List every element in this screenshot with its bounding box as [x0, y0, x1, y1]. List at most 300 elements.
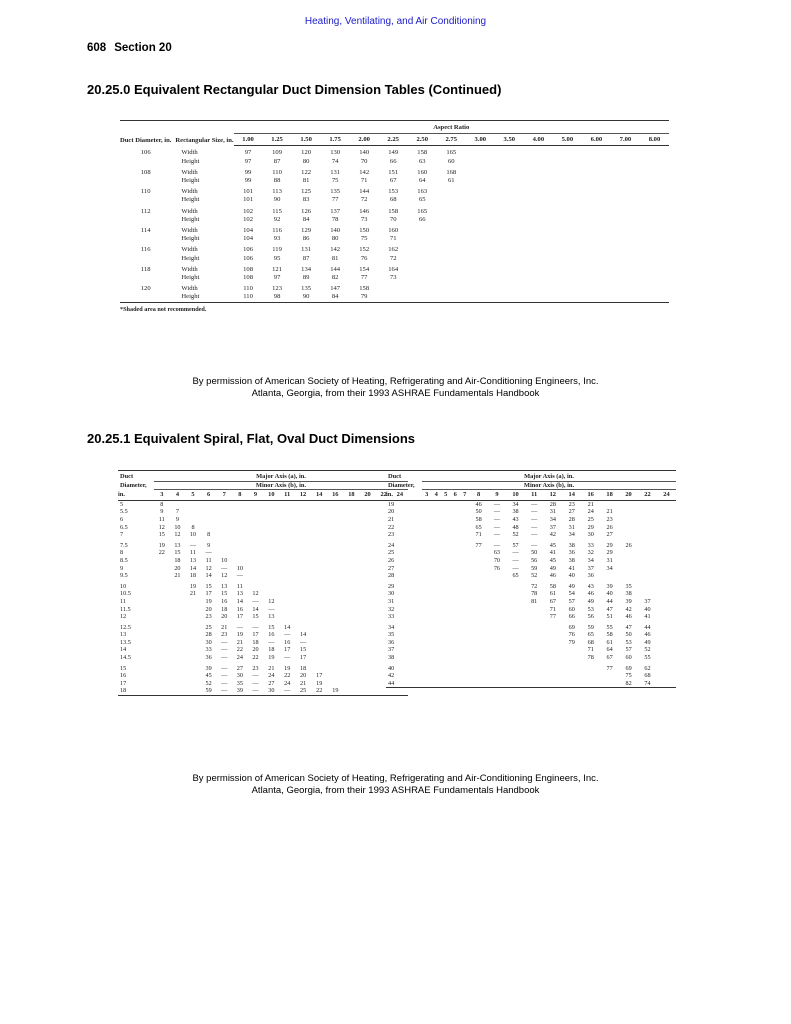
major-axis-cell — [619, 516, 638, 524]
major-axis-cell — [638, 557, 657, 565]
major-axis-cell — [170, 687, 186, 695]
major-axis-cell: — — [268, 605, 275, 613]
duct-diameter-cell — [120, 158, 171, 166]
table-row — [386, 500, 676, 508]
height-cell — [553, 216, 582, 224]
major-axis-cell — [469, 631, 487, 639]
table-row — [386, 531, 676, 539]
major-axis-cell: 15 — [205, 582, 212, 590]
height-cell — [611, 255, 640, 263]
height-cell: 92 — [273, 215, 281, 223]
major-axis-cell: 42 — [549, 531, 556, 539]
major-axis-cell — [657, 624, 676, 632]
height-cell: 66 — [389, 157, 397, 165]
aspect-ratio-col: 7.00 — [611, 134, 640, 146]
major-axis-cell — [311, 524, 327, 532]
table-row — [118, 500, 408, 508]
major-axis-cell — [450, 565, 459, 573]
major-axis-cell: 56 — [587, 613, 594, 621]
height-cell — [524, 216, 553, 224]
major-axis-cell: 25 — [205, 623, 212, 631]
major-axis-cell — [488, 665, 506, 673]
major-axis-cell: 50 — [475, 508, 482, 516]
width-cell — [466, 224, 495, 235]
major-axis-cell: 18 — [299, 664, 307, 672]
width-cell: 109 — [272, 149, 283, 157]
width-cell: 165 — [446, 149, 457, 157]
major-axis-cell — [279, 590, 295, 598]
major-axis-cell: 50 — [531, 549, 538, 557]
width-cell — [408, 263, 437, 274]
major-axis-cell: 42 — [625, 605, 632, 613]
major-axis-cell — [469, 613, 487, 621]
duct-diameter-cell: 25 — [388, 549, 395, 557]
width-cell — [582, 166, 611, 177]
major-axis-cell — [657, 531, 676, 539]
major-axis-cell: 68 — [587, 638, 594, 646]
major-axis-cell: — — [252, 687, 259, 695]
major-axis-cell — [469, 598, 487, 606]
minor-axis-col: 20 — [619, 490, 638, 501]
major-axis-cell — [657, 572, 676, 580]
major-axis-cell — [360, 631, 376, 639]
major-axis-cell: 30 — [205, 638, 212, 646]
major-axis-cell — [431, 665, 440, 673]
height-cell — [379, 293, 408, 302]
table-row — [120, 158, 669, 166]
major-axis-cell — [543, 624, 562, 632]
height-cell: 75 — [331, 177, 339, 185]
minor-axis-header: Minor Axis (b), in. — [422, 481, 676, 490]
major-axis-cell: 65 — [475, 523, 482, 531]
major-axis-cell: 58 — [606, 631, 613, 639]
height-cell — [466, 177, 495, 185]
major-axis-cell: 24 — [236, 654, 243, 662]
major-axis-cell — [450, 606, 459, 614]
major-axis-cell — [488, 672, 506, 680]
major-axis-cell: 65 — [587, 631, 594, 639]
width-cell: 99 — [244, 168, 252, 176]
table-row — [120, 205, 669, 216]
major-axis-cell — [360, 598, 376, 606]
major-axis-cell: 79 — [568, 638, 575, 646]
major-axis-cell: — — [221, 687, 228, 695]
duct-diameter-cell: 12 — [120, 613, 127, 621]
major-axis-cell — [263, 557, 279, 565]
height-label: Height — [181, 215, 200, 223]
major-axis-cell — [327, 639, 343, 647]
major-axis-cell — [450, 572, 459, 580]
major-axis-cell: 45 — [549, 541, 556, 549]
height-cell — [553, 177, 582, 185]
table2-title: 20.25.1 Equivalent Spiral, Flat, Oval Duct Dimensions — [87, 431, 415, 446]
table-row — [386, 524, 676, 532]
major-axis-cell: 53 — [587, 605, 594, 613]
major-axis-cell — [327, 606, 343, 614]
major-axis-cell: 43 — [587, 582, 594, 590]
major-axis-cell: — — [493, 508, 500, 516]
major-axis-header: Major Axis (a), in. — [154, 473, 408, 481]
major-axis-cell — [460, 646, 469, 654]
major-axis-cell: 47 — [625, 623, 632, 631]
minor-axis-col: 8 — [469, 490, 487, 501]
height-cell — [640, 158, 669, 166]
major-axis-cell — [154, 590, 170, 598]
width-cell: 134 — [301, 265, 312, 273]
major-axis-cell — [506, 680, 525, 688]
major-axis-cell: — — [493, 531, 500, 539]
height-cell — [437, 293, 466, 302]
oval-duct-grid-left — [118, 470, 408, 698]
width-cell: 150 — [359, 227, 370, 235]
major-axis-cell: 9 — [207, 541, 211, 549]
major-axis-cell — [638, 565, 657, 573]
aspect-ratio-col: 2.50 — [408, 134, 437, 146]
height-cell: 74 — [331, 157, 339, 165]
major-axis-cell — [295, 500, 311, 508]
width-cell — [495, 282, 524, 293]
major-axis-cell — [657, 542, 676, 550]
height-cell: 97 — [273, 274, 281, 282]
duct-diameter-cell: 44 — [388, 679, 395, 687]
major-axis-cell — [657, 516, 676, 524]
major-axis-cell: 17 — [316, 672, 323, 680]
duct-diameter-cell: 116 — [140, 246, 151, 254]
major-axis-cell — [450, 624, 459, 632]
width-cell — [408, 224, 437, 235]
width-cell — [466, 166, 495, 177]
major-axis-cell — [450, 672, 459, 680]
major-axis-cell — [450, 639, 459, 647]
duct-diameter-cell: 8.5 — [120, 556, 128, 564]
width-cell: 131 — [330, 168, 341, 176]
height-cell: 71 — [360, 177, 368, 185]
height-cell — [640, 196, 669, 204]
major-axis-cell — [360, 687, 376, 695]
major-axis-cell: 62 — [644, 664, 651, 672]
major-axis-cell — [327, 500, 343, 508]
major-axis-cell — [216, 542, 232, 550]
major-axis-cell: 15 — [299, 646, 307, 654]
height-cell: 78 — [331, 215, 339, 223]
major-axis-cell — [657, 565, 676, 573]
duct-diameter-cell: 7 — [120, 531, 124, 539]
major-axis-cell: 17 — [236, 613, 243, 621]
major-axis-cell: 52 — [205, 679, 212, 687]
height-cell: 87 — [302, 254, 310, 262]
major-axis-cell — [488, 631, 506, 639]
aspect-ratio-col: 3.00 — [466, 134, 495, 146]
major-axis-cell — [460, 606, 469, 614]
major-axis-cell — [360, 508, 376, 516]
major-axis-cell: 30 — [236, 672, 243, 680]
major-axis-cell: 82 — [625, 679, 632, 687]
width-cell: 158 — [417, 149, 428, 157]
height-cell — [524, 235, 553, 243]
major-axis-cell: 16 — [284, 638, 291, 646]
height-cell: 60 — [447, 157, 455, 165]
width-cell — [553, 263, 582, 274]
major-axis-cell — [460, 542, 469, 550]
table-row — [120, 255, 669, 263]
major-axis-cell — [263, 542, 279, 550]
width-cell — [553, 205, 582, 216]
major-axis-cell: 25 — [299, 687, 307, 695]
major-axis-cell — [657, 508, 676, 516]
major-axis-cell — [170, 500, 186, 508]
table-row — [386, 549, 676, 557]
height-cell: 106 — [243, 254, 253, 262]
major-axis-cell — [506, 665, 525, 673]
major-axis-cell: 10 — [189, 531, 197, 539]
width-cell — [524, 263, 553, 274]
duct-header-line1: Duct — [120, 473, 134, 481]
width-cell: 147 — [330, 285, 341, 293]
major-axis-cell: 22 — [236, 646, 243, 654]
major-axis-cell: 36 — [205, 654, 212, 662]
width-cell — [611, 205, 640, 216]
rect-duct-grid — [120, 120, 669, 305]
height-cell: 104 — [243, 235, 253, 243]
table-row — [120, 216, 669, 224]
height-cell: 90 — [302, 293, 310, 301]
duct-diameter-cell: 27 — [388, 564, 395, 572]
major-axis-cell: 21 — [587, 500, 594, 508]
height-cell: 97 — [244, 157, 252, 165]
major-axis-cell — [216, 508, 232, 516]
major-axis-cell — [506, 590, 525, 598]
major-axis-cell — [185, 672, 201, 680]
major-axis-cell: 76 — [493, 564, 500, 572]
major-axis-cell — [311, 665, 327, 673]
major-axis-cell — [543, 680, 562, 688]
major-axis-cell: 39 — [205, 664, 212, 672]
major-axis-cell — [431, 654, 440, 662]
major-axis-cell: 34 — [549, 515, 556, 523]
width-cell: 110 — [272, 168, 282, 176]
minor-axis-col: 16 — [581, 490, 600, 501]
major-axis-cell — [170, 606, 186, 614]
major-axis-cell — [185, 516, 201, 524]
duct-diameter-cell: 16 — [120, 672, 127, 680]
major-axis-cell — [311, 542, 327, 550]
major-axis-cell — [441, 565, 450, 573]
major-axis-cell: — — [493, 515, 500, 523]
major-axis-cell — [619, 557, 638, 565]
major-axis-cell — [638, 542, 657, 550]
aspect-ratio-col: 6.00 — [582, 134, 611, 146]
major-axis-cell — [431, 524, 440, 532]
width-cell — [437, 205, 466, 216]
major-axis-cell: 49 — [549, 564, 556, 572]
major-axis-cell — [441, 646, 450, 654]
width-cell: 151 — [388, 168, 399, 176]
duct-diameter-cell: 9 — [120, 564, 124, 572]
major-axis-cell — [295, 516, 311, 524]
duct-diameter-cell: 23 — [388, 531, 395, 539]
major-axis-cell: 15 — [252, 613, 259, 621]
major-axis-cell — [422, 639, 431, 647]
height-cell: 65 — [418, 196, 426, 204]
width-cell: 163 — [417, 188, 428, 196]
width-cell — [640, 146, 669, 158]
major-axis-cell — [185, 613, 201, 621]
major-axis-cell — [327, 598, 343, 606]
major-axis-cell — [170, 631, 186, 639]
major-axis-cell: 21 — [174, 572, 181, 580]
major-axis-cell — [422, 606, 431, 614]
major-axis-cell — [638, 524, 657, 532]
width-cell: 140 — [330, 227, 341, 235]
height-cell: 98 — [273, 293, 281, 301]
duct-diameter-cell: 8 — [120, 549, 124, 557]
major-axis-cell: 24 — [268, 672, 275, 680]
height-cell — [582, 158, 611, 166]
minor-axis-col: 16 — [327, 490, 343, 501]
major-axis-cell — [422, 572, 431, 580]
major-axis-cell: 34 — [568, 531, 575, 539]
credit-line-2: Atlanta, Georgia, from their 1993 ASHRAE Fundamentals Handbook — [251, 785, 540, 796]
table-row — [118, 624, 408, 632]
duct-diameter-cell: 7.5 — [120, 541, 128, 549]
major-axis-cell: — — [189, 541, 197, 549]
major-axis-cell — [525, 646, 543, 654]
major-axis-cell: 44 — [644, 623, 651, 631]
duct-header-line1: Duct — [388, 473, 402, 481]
major-axis-cell: — — [531, 500, 538, 508]
major-axis-cell — [360, 639, 376, 647]
major-axis-cell — [295, 524, 311, 532]
major-axis-cell — [506, 613, 525, 621]
duct-diameter-cell — [120, 274, 171, 282]
height-cell: 76 — [360, 254, 368, 262]
major-axis-cell — [450, 583, 459, 591]
width-cell: 119 — [272, 246, 282, 254]
major-axis-cell: 72 — [531, 582, 538, 590]
major-axis-cell — [469, 590, 487, 598]
width-cell: 123 — [272, 285, 283, 293]
major-axis-cell: 17 — [252, 631, 259, 639]
major-axis-cell: 46 — [549, 572, 556, 580]
major-axis-cell — [619, 500, 638, 508]
major-axis-cell — [185, 639, 201, 647]
width-cell — [582, 224, 611, 235]
height-cell — [437, 274, 466, 282]
major-axis-cell: 23 — [568, 500, 575, 508]
major-axis-cell — [248, 531, 264, 539]
width-cell: 115 — [272, 207, 282, 215]
minor-axis-col: 3 — [154, 490, 170, 501]
height-label: Height — [181, 293, 200, 301]
major-axis-cell — [279, 583, 295, 591]
width-cell: 154 — [359, 265, 370, 273]
table-row — [118, 646, 408, 654]
major-axis-cell — [460, 531, 469, 539]
table-row — [118, 524, 408, 532]
major-axis-cell — [295, 572, 311, 580]
height-cell — [495, 293, 524, 302]
major-axis-cell — [327, 646, 343, 654]
major-axis-cell — [327, 524, 343, 532]
major-axis-cell — [422, 624, 431, 632]
width-cell: 101 — [243, 188, 253, 196]
major-axis-cell — [327, 557, 343, 565]
major-axis-cell — [450, 646, 459, 654]
height-cell — [466, 158, 495, 166]
duct-diameter-cell: 12.5 — [120, 623, 131, 631]
major-axis-cell — [343, 590, 359, 598]
table-row — [386, 508, 676, 516]
table-row — [118, 590, 408, 598]
major-axis-cell: 77 — [606, 664, 613, 672]
major-axis-cell: 28 — [205, 631, 212, 639]
table-row — [386, 680, 676, 688]
major-axis-cell: 10 — [221, 556, 228, 564]
height-cell: 80 — [302, 157, 310, 165]
major-axis-cell: 45 — [549, 556, 556, 564]
major-axis-cell — [185, 598, 201, 606]
major-axis-cell: 75 — [625, 672, 632, 680]
major-axis-cell — [431, 583, 440, 591]
duct-diameter-cell: 14 — [120, 646, 127, 654]
width-cell — [611, 166, 640, 177]
major-axis-cell: 13 — [236, 590, 243, 598]
major-axis-cell — [170, 646, 186, 654]
major-axis-cell — [232, 557, 248, 565]
duct-diameter-cell: 32 — [388, 605, 395, 613]
major-axis-cell — [460, 557, 469, 565]
width-cell: 108 — [243, 265, 253, 273]
major-axis-cell — [360, 672, 376, 680]
height-cell — [582, 255, 611, 263]
major-axis-cell — [343, 531, 359, 539]
major-axis-cell — [441, 583, 450, 591]
major-axis-cell — [422, 524, 431, 532]
major-axis-cell — [460, 524, 469, 532]
major-axis-cell: 29 — [606, 541, 613, 549]
width-cell: 158 — [388, 207, 399, 215]
major-axis-cell — [488, 590, 506, 598]
major-axis-cell: 38 — [568, 541, 575, 549]
major-axis-cell — [657, 500, 676, 508]
table-row — [118, 631, 408, 639]
major-axis-cell — [360, 565, 376, 573]
major-axis-cell: 18 — [268, 646, 275, 654]
major-axis-cell — [638, 572, 657, 580]
major-axis-cell — [185, 631, 201, 639]
major-axis-cell: 39 — [606, 582, 613, 590]
table-row — [120, 166, 669, 177]
major-axis-cell — [170, 583, 186, 591]
major-axis-cell — [562, 654, 581, 662]
major-axis-cell — [154, 583, 170, 591]
major-axis-cell — [170, 598, 186, 606]
major-axis-cell: 28 — [549, 500, 556, 508]
major-axis-cell: 61 — [549, 590, 556, 598]
major-axis-cell — [460, 583, 469, 591]
width-cell: 110 — [243, 285, 253, 293]
width-cell — [495, 243, 524, 254]
major-axis-cell — [360, 680, 376, 688]
height-cell — [524, 196, 553, 204]
width-cell — [408, 243, 437, 254]
major-axis-cell — [450, 665, 459, 673]
major-axis-cell — [360, 572, 376, 580]
major-axis-cell — [600, 680, 619, 688]
duct-diameter-cell: 30 — [388, 590, 395, 598]
major-axis-cell: 25 — [587, 515, 594, 523]
major-axis-cell — [360, 531, 376, 539]
